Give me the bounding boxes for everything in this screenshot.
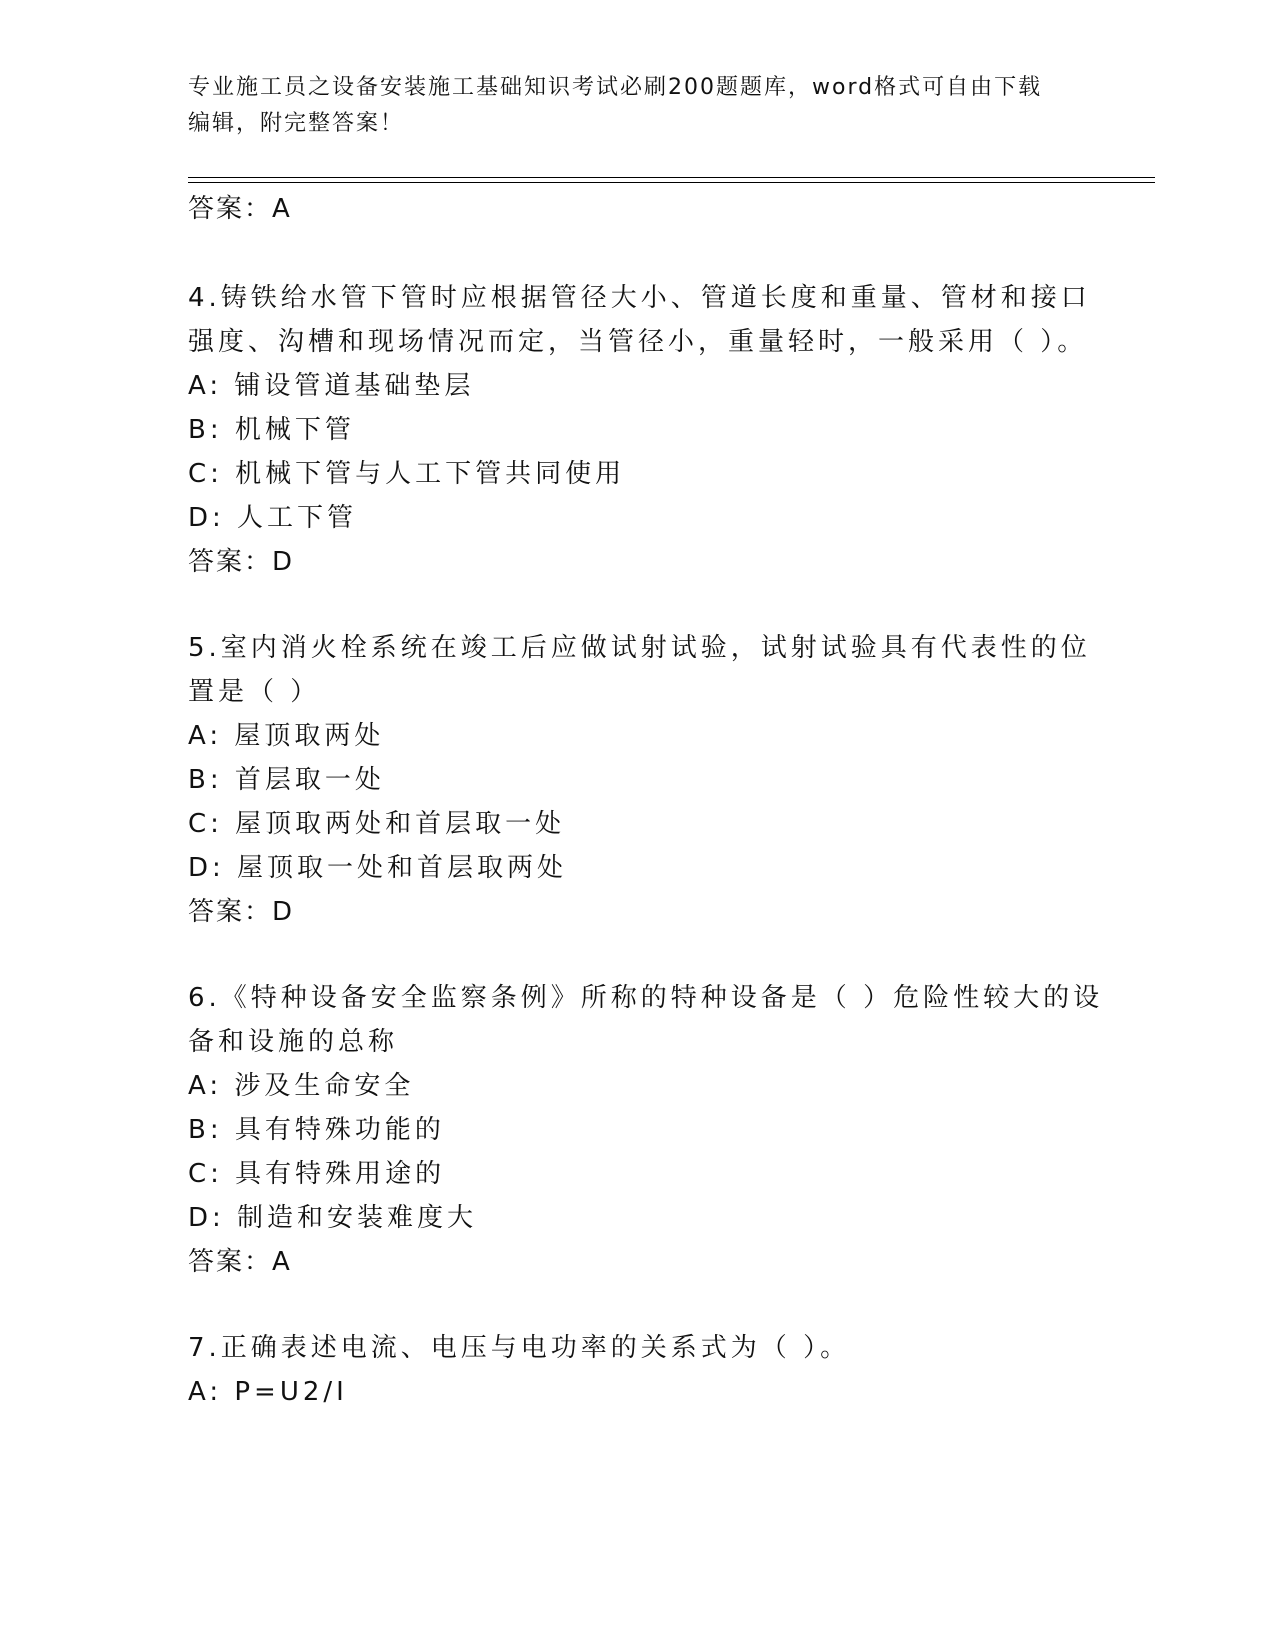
question-5-stem-line-2: 置是（ ）: [188, 677, 321, 707]
question-6-option-a: A: 涉及生命安全: [188, 1071, 415, 1101]
question-5-stem-line-1: 5.室内消火栓系统在竣工后应做试射试验，试射试验具有代表性的位: [188, 633, 1091, 663]
question-4-option-d: D: 人工下管: [188, 503, 358, 533]
question-5-option-a: A: 屋顶取两处: [188, 721, 385, 751]
question-6-stem-line-1: 6.《特种设备安全监察条例》所称的特种设备是（ ）危险性较大的设: [188, 983, 1104, 1013]
question-6-option-c: C: 具有特殊用途的: [188, 1159, 446, 1189]
document-header: [188, 70, 1088, 142]
header-divider-top: [188, 177, 1155, 178]
question-6-answer: 答案：A: [188, 1247, 292, 1277]
question-4-option-a: A: 铺设管道基础垫层: [188, 371, 475, 401]
question-4-answer: 答案：D: [188, 547, 295, 577]
question-7-option-a: A: P=U2/I: [188, 1377, 348, 1407]
question-4-option-c: C: 机械下管与人工下管共同使用: [188, 459, 626, 489]
question-6-option-d: D: 制造和安装难度大: [188, 1203, 478, 1233]
question-6-stem-line-2: 备和设施的总称: [188, 1027, 399, 1057]
question-6-option-b: B: 具有特殊功能的: [188, 1115, 445, 1145]
question-4-option-b: B: 机械下管: [188, 415, 355, 445]
answer-line: 答案：A: [188, 194, 292, 224]
header-line-1: 专业施工员之设备安装施工基础知识考试必刷200题题库，word格式可自由下载: [188, 75, 1043, 100]
question-7-stem-line-1: 7.正确表述电流、电压与电功率的关系式为（ ）。: [188, 1333, 851, 1363]
question-4-stem-line-2: 强度、沟槽和现场情况而定，当管径小，重量轻时，一般采用（ ）。: [188, 327, 1088, 357]
header-divider-bottom: [188, 182, 1155, 183]
question-5-answer: 答案：D: [188, 897, 295, 927]
question-5-option-b: B: 首层取一处: [188, 765, 385, 795]
question-5-option-d: D: 屋顶取一处和首层取两处: [188, 853, 568, 883]
question-4-stem-line-1: 4.铸铁给水管下管时应根据管径大小、管道长度和重量、管材和接口: [188, 283, 1091, 313]
question-5-option-c: C: 屋顶取两处和首层取一处: [188, 809, 566, 839]
header-line-2: 编辑，附完整答案！: [188, 111, 405, 136]
